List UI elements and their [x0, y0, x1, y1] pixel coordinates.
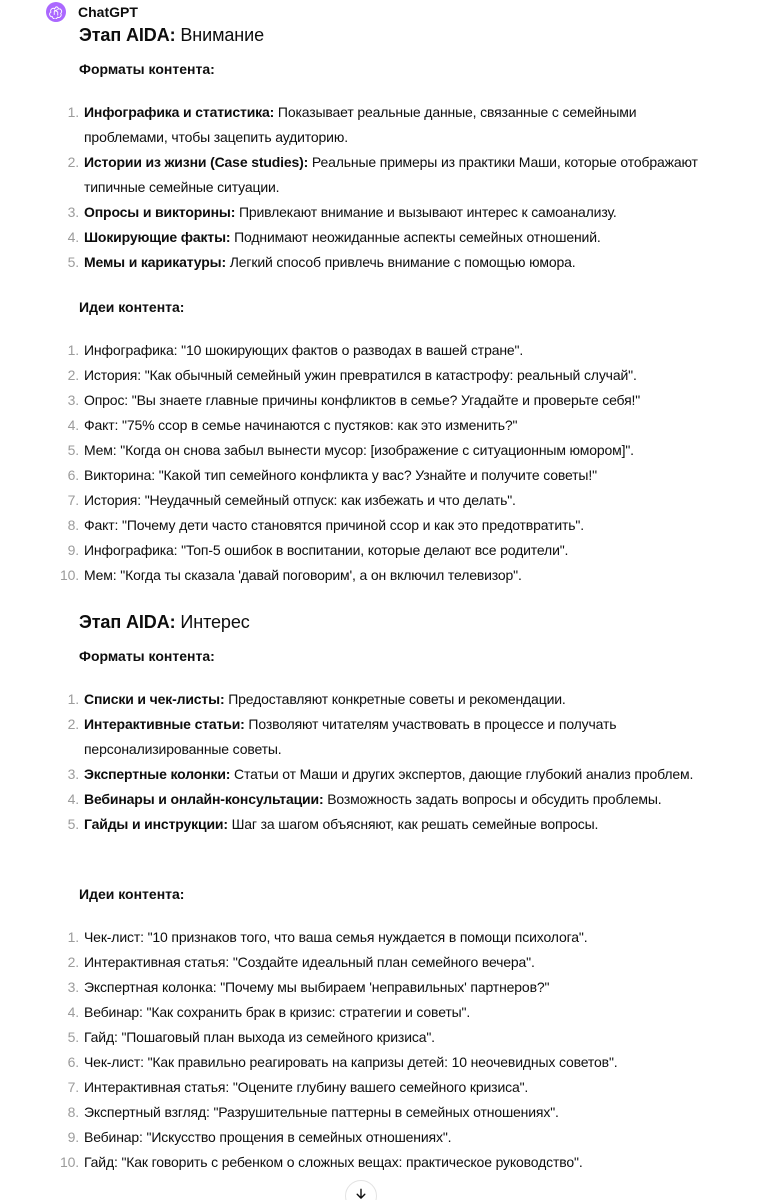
- list-item: 1. Чек-лист: "10 признаков того, что ваша семья нуждается в помощи психолога".: [67, 929, 588, 945]
- list-item: 3. Экспертная колонка: "Почему мы выбираем 'неправильных' партнеров?": [67, 979, 550, 995]
- list-item: 3. Экспертные колонки: Статьи от Маши и других экспертов, дающие глубокий анализ проблем.: [67, 766, 694, 782]
- list-item: 4. Шокирующие факты: Поднимают неожиданные аспекты семейных отношений.: [67, 229, 601, 245]
- author-name: ChatGPT: [78, 4, 138, 20]
- list-item: 8. Экспертный взгляд: "Разрушительные паттерны в семейных отношениях".: [67, 1104, 559, 1120]
- formats-list: [55, 100, 715, 275]
- list-item: 2. Интерактивная статья: "Создайте идеальный план семейного вечера".: [67, 954, 535, 970]
- list-item: 3. Опрос: "Вы знаете главные причины конфликтов в семье? Угадайте и проверьте себя!": [67, 392, 641, 408]
- list-item: 5. Гайд: "Пошаговый план выхода из семейного кризиса".: [67, 1029, 435, 1045]
- heading-stage: Внимание: [175, 25, 264, 45]
- list-item: 10. Гайд: "Как говорить с ребенком о сложных вещах: практическое руководство".: [59, 1154, 583, 1170]
- ideas-subheading: Идеи контента:: [79, 299, 185, 315]
- list-item: 2. Истории из жизни (Case studies): Реальные примеры из практики Маши, которые отображают типичные семейные ситуации.: [67, 154, 698, 195]
- list-item: 2. История: "Как обычный семейный ужин превратился в катастрофу: реальный случай".: [67, 367, 637, 383]
- list-item: 7. Интерактивная статья: "Оцените глубину вашего семейного кризиса".: [67, 1079, 529, 1095]
- section-heading-attention: [79, 22, 264, 48]
- message-author: [46, 1, 138, 23]
- list-item: 1. Инфографика и статистика: Показывает реальные данные, связанные с семейными проблемами, чтобы зацепить аудиторию.: [67, 104, 637, 145]
- list-item: 3. Опросы и викторины: Привлекают внимание и вызывают интерес к самоанализу.: [67, 204, 617, 220]
- list-item: 9. Вебинар: "Искусство прощения в семейных отношениях".: [67, 1129, 452, 1145]
- list-item: 5. Мемы и карикатуры: Легкий способ привлечь внимание с помощью юмора.: [67, 254, 576, 270]
- list-item: 2. Интерактивные статьи: Позволяют читателям участвовать в процессе и получать персонализированные советы.: [67, 716, 617, 757]
- ideas-list: [55, 338, 715, 588]
- formats-subheading: Форматы контента:: [79, 648, 215, 664]
- list-item: 6. Чек-лист: "Как правильно реагировать на капризы детей: 10 неочевидных советов".: [67, 1054, 618, 1070]
- ideas-list: [55, 925, 715, 1175]
- list-item: 6. Викторина: "Какой тип семейного конфликта у вас? Узнайте и получите советы!": [67, 467, 597, 483]
- list-item: 4. Вебинары и онлайн-консультации: Возможность задать вопросы и обсудить проблемы.: [67, 791, 662, 807]
- list-item: 7. История: "Неудачный семейный отпуск: как избежать и что делать".: [67, 492, 516, 508]
- list-item: 1. Списки и чек-листы: Предоставляют конкретные советы и рекомендации.: [67, 691, 566, 707]
- list-item: 8. Факт: "Почему дети часто становятся причиной ссор и как это предотвратить".: [67, 517, 584, 533]
- formats-subheading: Форматы контента:: [79, 61, 215, 77]
- heading-prefix: Этап AIDA:: [79, 612, 176, 632]
- formats-list: [55, 687, 715, 837]
- list-item: 4. Вебинар: "Как сохранить брак в кризис: стратегии и советы".: [67, 1004, 471, 1020]
- heading-stage: Интерес: [175, 612, 250, 632]
- arrow-down-icon: [354, 1187, 368, 1200]
- scroll-to-bottom-button[interactable]: [345, 1180, 377, 1200]
- openai-logo-icon: [49, 5, 63, 19]
- avatar: [46, 2, 66, 22]
- ideas-subheading: Идеи контента:: [79, 886, 185, 902]
- list-item: 5. Гайды и инструкции: Шаг за шагом объясняют, как решать семейные вопросы.: [67, 816, 599, 832]
- heading-prefix: Этап AIDA:: [79, 25, 176, 45]
- list-item: 4. Факт: "75% ссор в семье начинаются с пустяков: как это изменить?": [67, 417, 518, 433]
- list-item: 9. Инфографика: "Топ-5 ошибок в воспитании, которые делают все родители".: [67, 542, 569, 558]
- list-item: 1. Инфографика: "10 шокирующих фактов о разводах в вашей стране".: [67, 342, 524, 358]
- list-item: 5. Мем: "Когда он снова забыл вынести мусор: [изображение с ситуационным юмором]".: [67, 442, 634, 458]
- section-heading-interest: [79, 609, 250, 635]
- list-item: 10. Мем: "Когда ты сказала 'давай поговорим', а он включил телевизор".: [59, 567, 522, 583]
